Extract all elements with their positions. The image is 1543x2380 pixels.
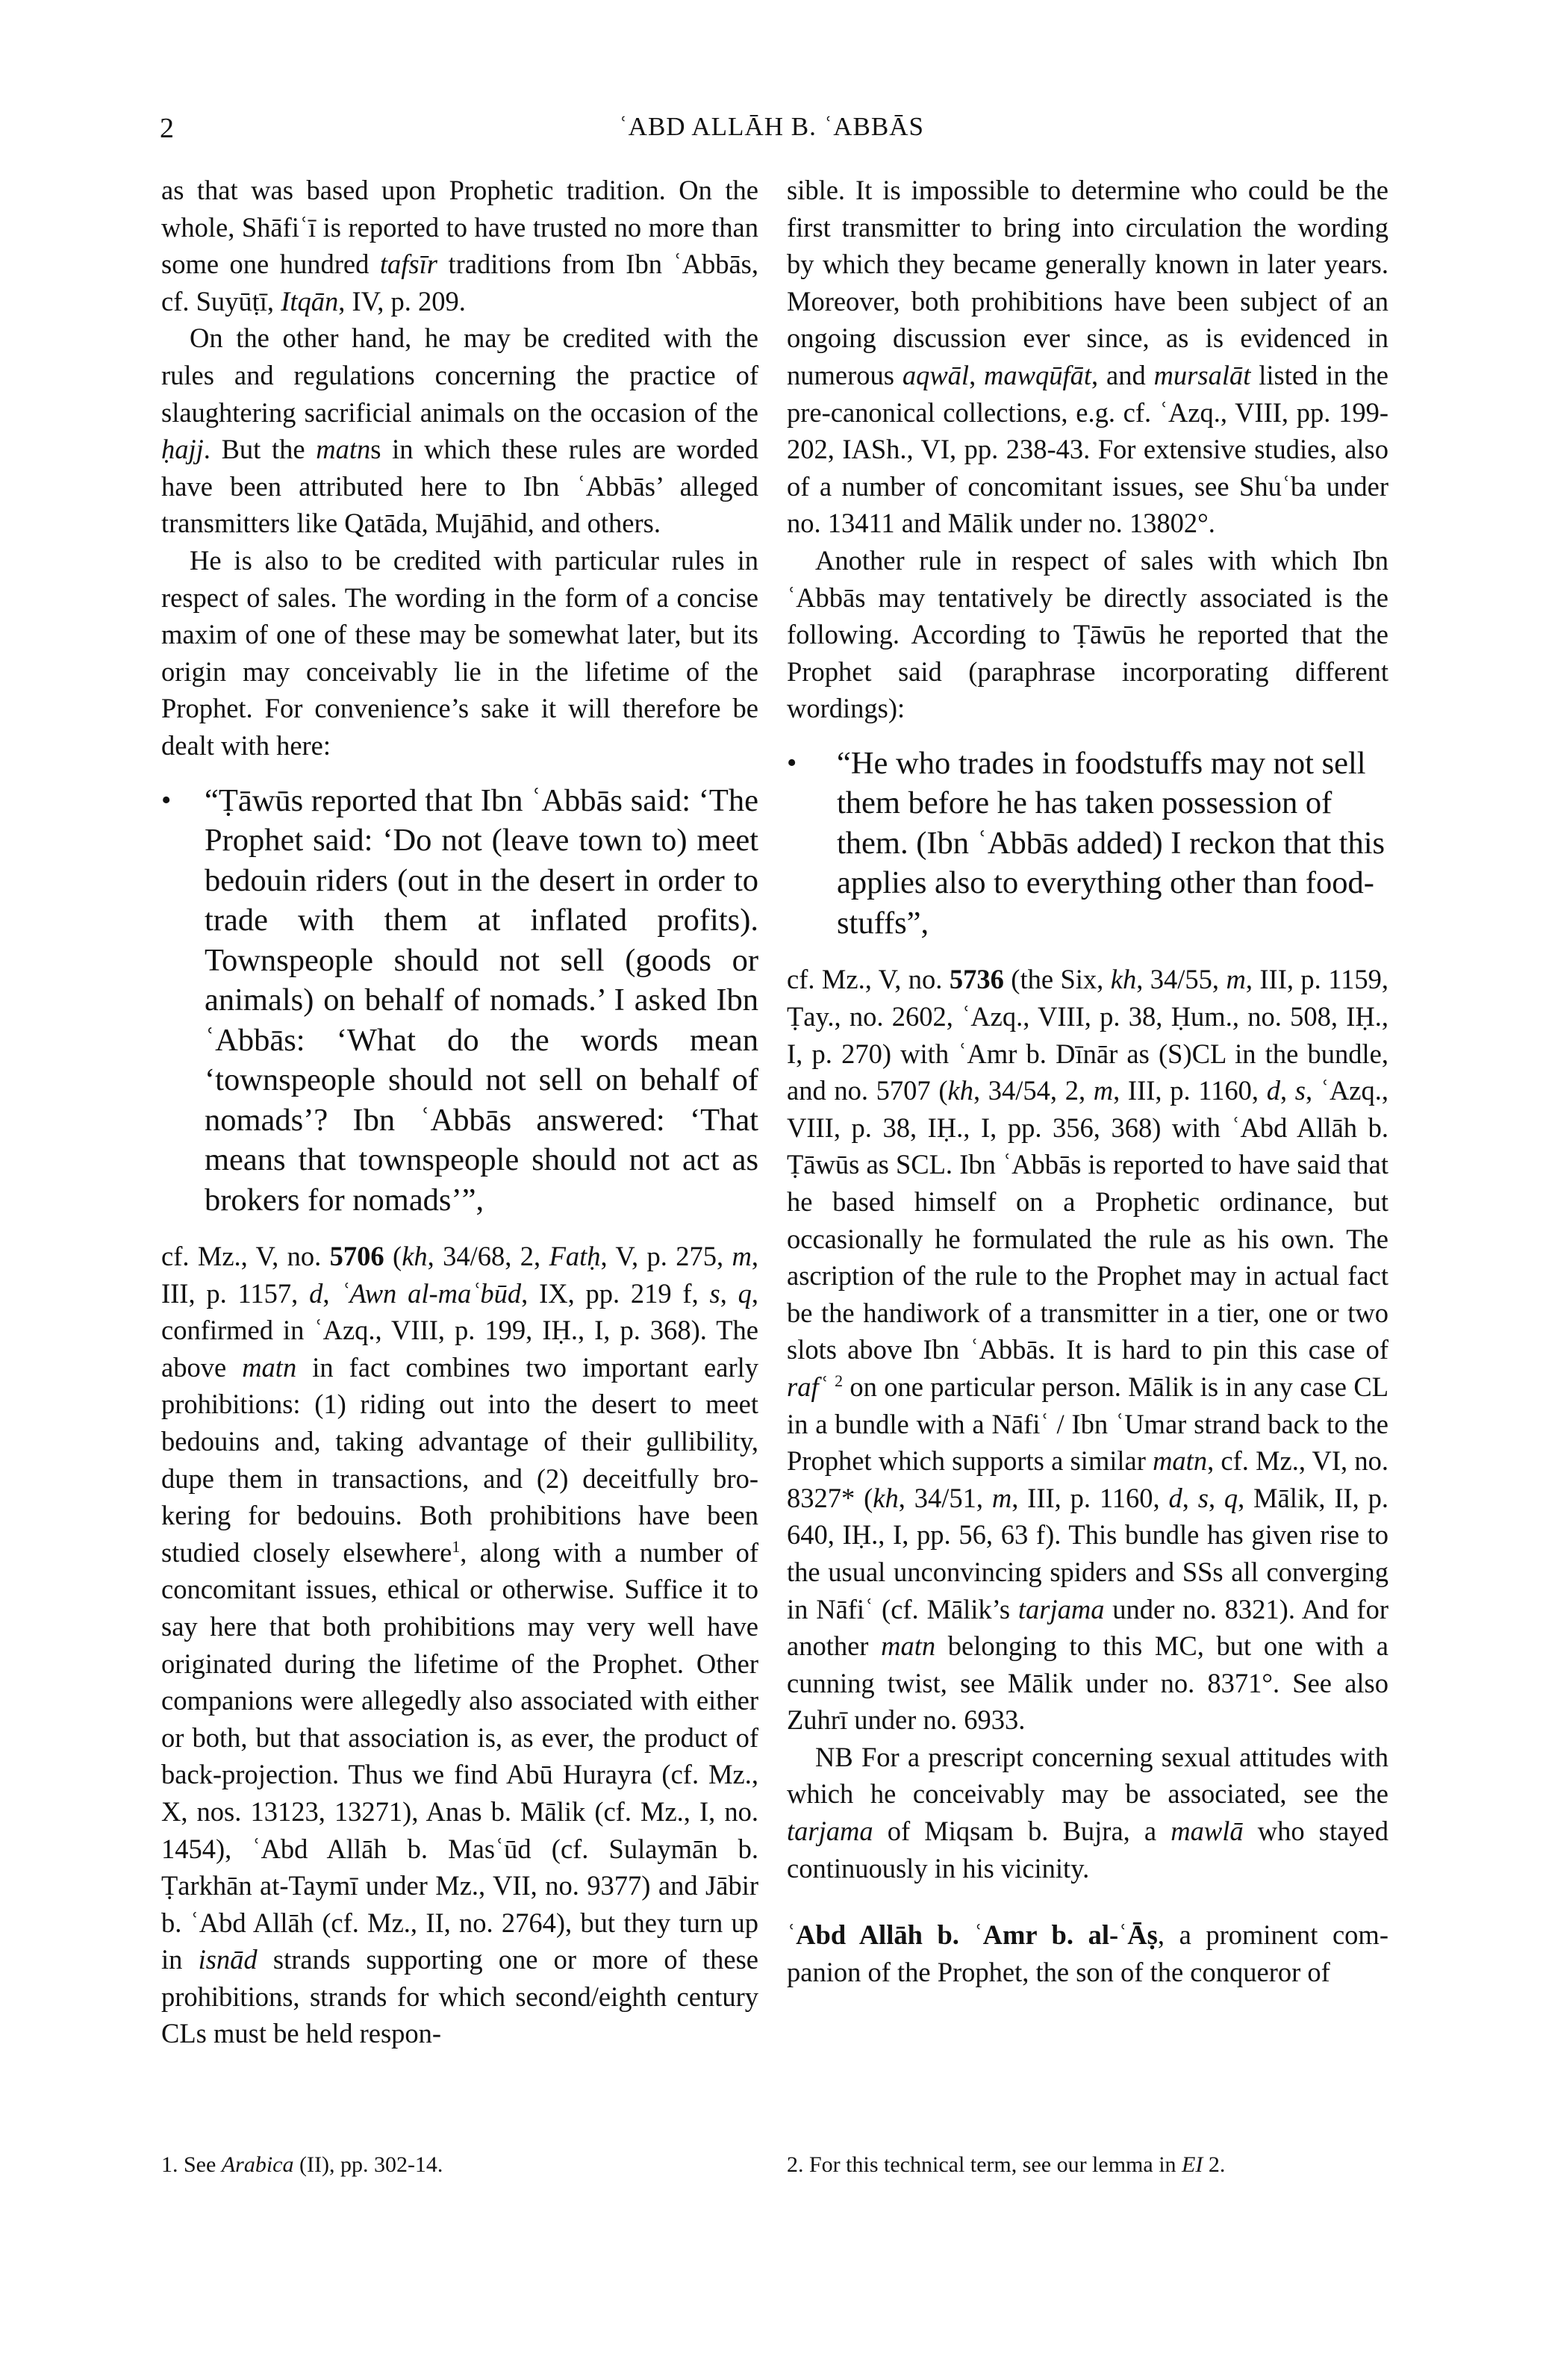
text-run: 1. See — [161, 2152, 222, 2177]
italic-term: m — [1093, 1075, 1114, 1106]
text-run: , III, p. 1159, Ṭay., no. 2602, ʿAzq., VIII, p. 38, Ḥum., no. 508, IḤ., I, p. 270) with ʿAmr b. Dīnār as (S)CL in the bundle, and no. 5707 ( — [787, 964, 1388, 1106]
text-run: , 34/55, — [1136, 964, 1226, 995]
text-run: in fact combines two important early prohibitions: (1) riding out into the desert to meet bedouins and, taking advantage of their gullibility, dupe them in transactions, and (2) deceitfully brokering for bedouins. Both prohibitions have been studied closely elsewhere — [161, 1351, 758, 1568]
italic-term: kh — [402, 1241, 428, 1271]
text-run: 2. — [1203, 2152, 1226, 2177]
bold-term: 5706 — [329, 1241, 384, 1271]
left-column — [161, 172, 758, 2052]
bullet-icon: • — [161, 784, 172, 816]
text-run: (II), pp. 302-14. — [293, 2152, 443, 2177]
italic-term: mawqūfāt — [984, 359, 1092, 390]
quote-text: “Ṭāwūs reported that Ibn ʿAbbās said: ‘The Prophet said: ‘Do not (leave town to) meet bedouin riders (out in the desert in order to trade with them at inflated profits). Townspeople should not sell (goods or animals) on behalf of nomads.’ I asked Ibn ʿAbbās: ‘What do the words mean ‘townspeople should not sell on behalf of nomads’? Ibn ʿAbbās answered: ‘That means that townspeople should not act as brokers for nomads’”, — [205, 782, 758, 1218]
italic-term: isnād — [198, 1944, 258, 1975]
spacer — [787, 1887, 1388, 1916]
paragraph — [161, 172, 758, 320]
italic-term: d — [309, 1277, 323, 1309]
italic-term: tarjama — [787, 1816, 873, 1847]
text-run: , 34/54, 2, — [973, 1075, 1094, 1106]
italic-term: m — [732, 1241, 752, 1271]
text-run: on one particular person. Mālik is in any case CL in a bundle with a Nāfiʿ / Ibn ʿUmar strand back to the Prophet which supports a similar — [787, 1371, 1388, 1477]
text-run: NB For a prescript concerning sexual attitudes with which he conceivably may be associated, see the — [787, 1741, 1388, 1810]
italic-term: aqwāl — [902, 359, 970, 390]
text-run: , — [1182, 1482, 1198, 1513]
italic-term: mursalāt — [1153, 359, 1251, 390]
italic-term: tafsīr — [379, 249, 437, 280]
text-run: , — [969, 359, 985, 390]
paragraph — [161, 542, 758, 764]
italic-term: Itqān — [281, 285, 339, 317]
right-paragraphs — [787, 172, 1388, 727]
text-run: He is also to be credited with particular rules in respect of sales. The wording in the form of a concise maxim of one of these may be somewhat later, but its origin may conceivably lie in the lifetime of the Prophet. For convenience’s sake it will therefore be dealt with here: — [161, 544, 758, 761]
italic-term: ḥajj — [161, 434, 204, 465]
text-run: , ʿAzq., VIII, p. 38, IḤ., I, pp. 356, 368) with ʿAbd Allāh b. Ṭāwūs as SCL. Ibn ʿAbbās is reported to have said that he based himself on a Prophetic ordinance, but occasionally he formulated the rule as his own. The ascription of the rule to the Prophet may in actual fact be the handiwork of a transmitter in a tier, one or two slots above Ibn ʿAbbās. It is hard to pin this case of — [787, 1075, 1388, 1365]
text-run: belonging to this MC, but one with a cunning twist, see Mālik under no. 8371°. See also Zuhrī under no. 6933. — [787, 1630, 1388, 1736]
paragraph — [161, 320, 758, 542]
italic-term: tarjama — [1017, 1593, 1105, 1624]
text-run: (the Six, — [1003, 964, 1111, 995]
italic-term: q — [1224, 1482, 1238, 1513]
italic-term: rafʿ — [787, 1371, 828, 1402]
italic-term: kh — [1110, 964, 1137, 995]
right-column — [787, 172, 1388, 1990]
italic-term: s — [1294, 1075, 1306, 1106]
italic-term: s — [709, 1277, 720, 1309]
right-paragraphs-after — [787, 961, 1388, 1990]
italic-term: kh — [947, 1075, 973, 1106]
italic-term: s — [1197, 1482, 1209, 1513]
bold-term: ʿAbd Allāh b. ʿAmr b. al-ʿĀṣ — [787, 1919, 1158, 1951]
text-run: cf. Mz., V, no. — [161, 1241, 330, 1271]
footnote-1 — [161, 2150, 443, 2180]
text-run: , 34/51, — [898, 1482, 992, 1513]
italic-term: Arabica — [221, 2152, 294, 2177]
text-run: Another rule in respect of sales with which Ibn ʿAbbās may tentatively be directly associated is the following. According to Ṭāwūs he reported that the Prophet said (paraphrase incorporating different wordings): — [787, 544, 1388, 724]
text-run: , a prominent companion of the Prophet, the son of the conqueror of — [787, 1919, 1388, 1987]
left-paragraphs — [161, 172, 758, 764]
text-run: . But the — [203, 434, 317, 465]
italic-term: Fatḥ — [549, 1241, 601, 1271]
text-run: , — [1208, 1482, 1224, 1513]
paragraph — [787, 961, 1388, 1738]
footnote-marker: 1 — [452, 1536, 461, 1556]
italic-term: q — [738, 1277, 752, 1309]
italic-term: d — [1168, 1482, 1182, 1513]
footnote-marker: 2 — [835, 1371, 844, 1390]
quote-block — [161, 781, 758, 1221]
text-run: , along with a number of concomitant issues, ethical or otherwise. Suffice it to say here that both prohibitions may very well have originated during the lifetime of the Prophet. Other companions were allegedly also associated with either or both, but that association is, as ever, the product of back-projection. Thus we find Abū Hurayra (cf. Mz., X, nos. 13123, 13271), Anas b. Mālik (cf. Mz., I, no. 1454), ʿAbd Allāh b. Masʿūd (cf. Sulaymān b. Ṭarkhān at-Taymī under Mz., VII, no. 9377) and Jābir b. ʿAbd Allāh (cf. Mz., II, no. 2764), but they turn up in — [161, 1536, 759, 1975]
text-run: , 34/68, 2, — [427, 1241, 549, 1271]
text-run: , confirmed in ʿAzq., VIII, p. 199, IḤ., I, p. 368). The above — [161, 1277, 759, 1383]
text-run: under no. 8321). And for another — [787, 1593, 1388, 1662]
text-run: , and — [1091, 359, 1154, 390]
running-head: ʿABD ALLĀH B. ʿABBĀS — [619, 112, 924, 141]
text-run: , IV, p. 209. — [338, 285, 466, 317]
text-run: , III, p. 1157, — [161, 1241, 758, 1309]
text-run: , V, p. 275, — [600, 1241, 732, 1271]
italic-term: m — [991, 1482, 1012, 1513]
italic-term: matn — [881, 1630, 936, 1662]
text-run: ( — [384, 1241, 402, 1271]
text-run: who stayed continuously in his vicinity. — [787, 1816, 1388, 1884]
italic-term: EI — [1182, 2152, 1203, 2177]
text-run: On the other hand, he may be credited with the rules and regulations concerning the practice of slaughtering sacrificial animals on the occasion of the — [161, 323, 758, 428]
text-run: , III, p. 1160, — [1011, 1482, 1169, 1513]
text-run: , IX, pp. 219 f, — [521, 1277, 710, 1309]
italic-term: ʿAwn al-maʿbūd — [340, 1277, 522, 1309]
bold-term: 5736 — [949, 964, 1004, 995]
paragraph — [787, 172, 1388, 542]
text-run: listed in the pre-canonical collections, e.g. cf. ʿAzq., VIII, pp. 199-202, IASh., VI, pp. 238-43. For extensive studies, also of a number of concomitant issues, see Shuʿba under no. 13411 and Mālik under no. 13802°. — [787, 359, 1389, 539]
quote-text: “He who trades in foodstuffs may not sell them before he has taken possession of them. (Ibn ʿAbbās added) I reckon that this applies also to everything other than foodstuffs”, — [837, 745, 1385, 941]
italic-term: matn — [242, 1351, 297, 1383]
text-run: s in which these rules are worded have been attributed here to Ibn ʿAbbās’ alleged transmitters like Qatāda, Mujāhid, and others. — [161, 434, 759, 539]
paragraph — [787, 542, 1388, 727]
text-run — [828, 1371, 835, 1402]
italic-term: matn — [316, 434, 371, 465]
text-run: , Mālik, II, p. 640, IḤ., I, pp. 56, 63 f). This bundle has given rise to the usual unconvincing spiders and SSs all converging in Nāfiʿ (cf. Mālik’s — [787, 1482, 1388, 1624]
bullet-icon: • — [787, 747, 797, 779]
text-run: , — [1279, 1075, 1295, 1106]
paragraph — [787, 1916, 1388, 1990]
text-run: as that was based upon Prophetic tradition. On the whole, Shāfiʿī is reported to have trusted no more than some one hundred — [161, 175, 758, 280]
text-run: cf. Mz., V, no. — [787, 964, 950, 995]
footnote-2 — [787, 2150, 1225, 2180]
text-run: , — [322, 1277, 341, 1309]
text-run: , — [720, 1277, 738, 1309]
italic-term: kh — [873, 1482, 899, 1513]
text-run: , cf. Mz., VI, no. 8327* ( — [787, 1445, 1388, 1513]
quote-block — [787, 744, 1388, 944]
page-number: 2 — [160, 113, 174, 144]
text-run: strands supporting one or more of these prohibitions, strands for which second/eighth century CLs must be held respon- — [161, 1944, 758, 2049]
left-paragraphs-after — [161, 1238, 758, 2052]
paragraph — [161, 1238, 758, 2052]
text-run: 2. For this technical term, see our lemma in — [787, 2152, 1182, 2177]
italic-term: mawlā — [1171, 1816, 1244, 1847]
text-run: sible. It is impossible to determine who could be the first transmitter to bring into circulation the wording by which they became generally known in later years. Moreover, both prohibitions have been subject of an ongoing discussion ever since, as is evidenced in numerous — [787, 175, 1388, 390]
italic-term: m — [1226, 964, 1246, 995]
italic-term: d — [1266, 1075, 1280, 1106]
text-run: , III, p. 1160, — [1113, 1075, 1267, 1106]
italic-term: matn — [1153, 1445, 1208, 1477]
paragraph — [787, 1739, 1388, 1887]
text-run: of Miqsam b. Bujra, a — [873, 1816, 1171, 1847]
text-run: traditions from Ibn ʿAbbās, cf. Suyūṭī, — [161, 249, 758, 317]
